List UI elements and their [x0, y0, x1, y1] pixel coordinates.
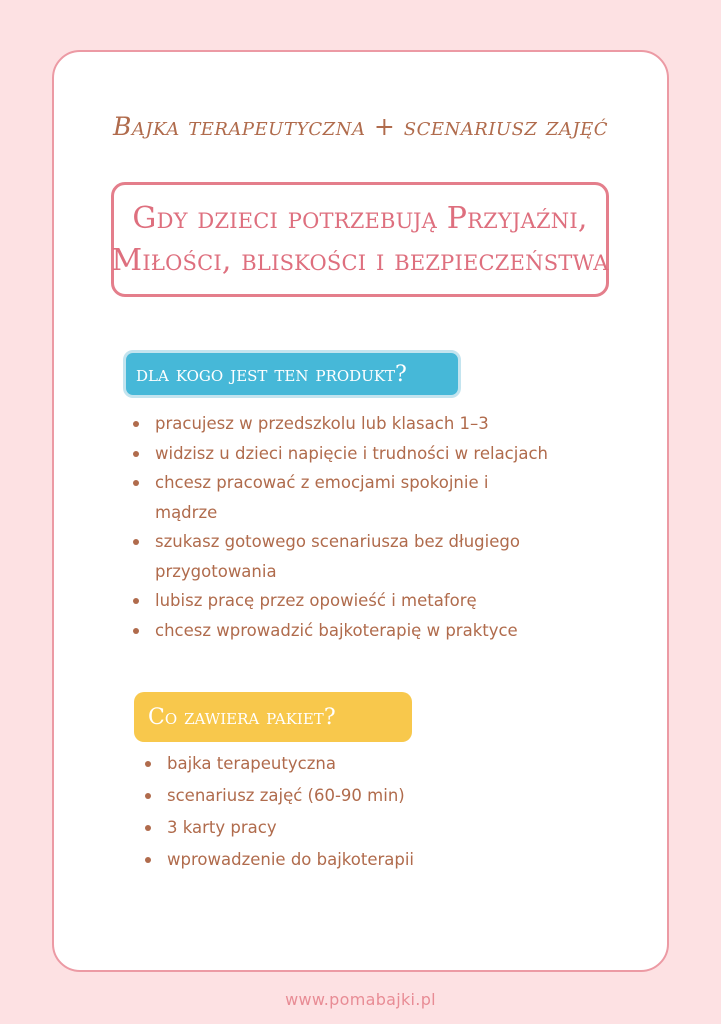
website-link[interactable]: www.pomabajki.pl: [285, 990, 436, 1009]
list-item-continuation: mądrze: [155, 502, 218, 522]
list-item: 3 karty pracy: [143, 812, 523, 844]
title-line-2: Miłości, bliskości i bezpieczeństwa: [111, 242, 609, 278]
title-box: [111, 182, 609, 297]
list-item-continuation: przygotowania: [155, 561, 277, 581]
list-item: chcesz wprowadzić bajkoterapię w praktyce: [131, 616, 611, 646]
list-item: chcesz pracować z emocjami spokojnie i: [131, 468, 611, 498]
audience-list: [131, 409, 611, 645]
subtitle: Bajka terapeutyczna + scenariusz zajęć: [112, 112, 609, 141]
list-item: widzisz u dzieci napięcie i trudności w relacjach: [131, 439, 611, 469]
audience-heading: dla kogo jest ten produkt?: [123, 350, 461, 398]
list-item: bajka terapeutyczna: [143, 748, 523, 780]
package-list: [143, 748, 523, 876]
list-item: wprowadzenie do bajkoterapii: [143, 844, 523, 876]
list-item: lubisz pracę przez opowieść i metaforę: [131, 586, 611, 616]
list-item: pracujesz w przedszkolu lub klasach 1–3: [131, 409, 611, 439]
title-line-1: Gdy dzieci potrzebują Przyjaźni,: [132, 200, 588, 236]
list-item: szukasz gotowego scenariusza bez długiego: [131, 527, 611, 557]
package-heading: Co zawiera pakiet?: [134, 692, 412, 742]
list-item: scenariusz zajęć (60-90 min): [143, 780, 523, 812]
